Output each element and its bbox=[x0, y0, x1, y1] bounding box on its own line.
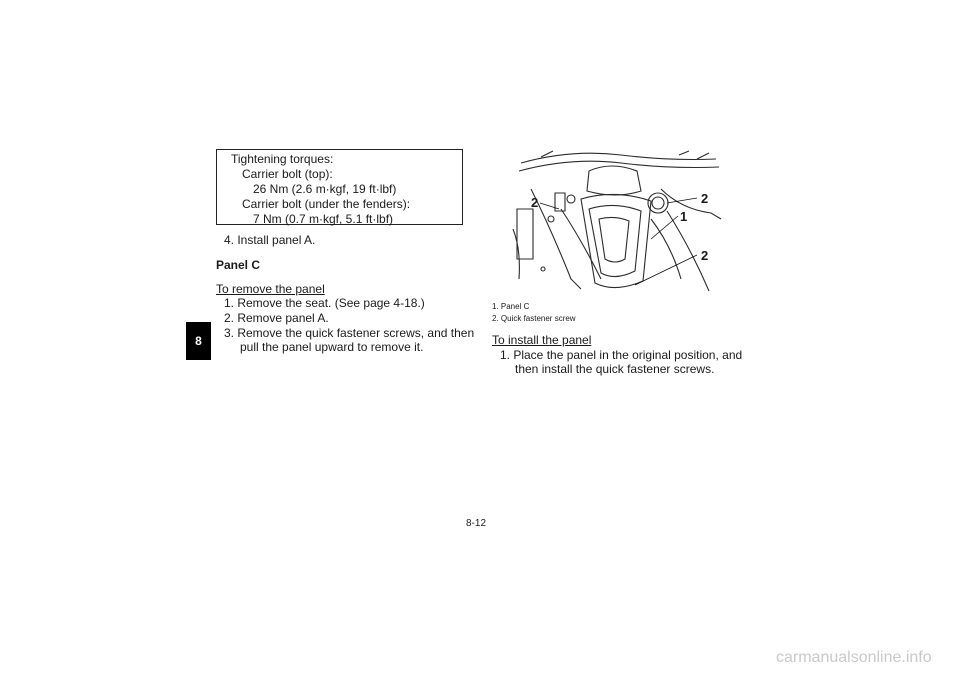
remove-step-continued: pull the panel upward to remove it. bbox=[240, 340, 424, 354]
figure-caption: 1. Panel C bbox=[492, 302, 530, 311]
install-step: 1. Place the panel in the original position, and bbox=[500, 348, 743, 362]
remove-step: 2. Remove panel A. bbox=[224, 311, 329, 325]
remove-step: 1. Remove the seat. (See page 4-18.) bbox=[224, 296, 425, 310]
watermark: carmanualsonline.info bbox=[776, 649, 932, 666]
tightening-torques-box bbox=[216, 149, 463, 225]
install-step-continued: then install the quick fastener screws. bbox=[515, 362, 715, 376]
step-install-panel-a: 4. Install panel A. bbox=[224, 233, 316, 247]
torque-line: Carrier bolt (top): bbox=[242, 167, 333, 181]
torque-line: Carrier bolt (under the fenders): bbox=[242, 197, 411, 211]
figure-caption: 2. Quick fastener screw bbox=[492, 314, 576, 323]
callout-label: 1 bbox=[680, 209, 688, 224]
subheading-remove-panel: To remove the panel bbox=[216, 282, 325, 296]
torque-line: 26 Nm (2.6 m·kgf, 19 ft·lbf) bbox=[253, 182, 397, 196]
atv-handlebar-illustration bbox=[511, 149, 726, 297]
page-number: 8-12 bbox=[466, 518, 487, 529]
panel-c-figure bbox=[511, 149, 726, 297]
callout-label: 2 bbox=[531, 195, 539, 210]
callout-label: 2 bbox=[701, 191, 709, 206]
torque-title: Tightening torques: bbox=[231, 152, 334, 166]
chapter-tab: 8 bbox=[186, 322, 211, 360]
section-heading-panel-c: Panel C bbox=[216, 258, 261, 272]
torque-line: 7 Nm (0.7 m·kgf, 5.1 ft·lbf) bbox=[253, 212, 394, 226]
remove-step: 3. Remove the quick fastener screws, and then bbox=[224, 326, 475, 340]
subheading-install-panel: To install the panel bbox=[492, 333, 592, 347]
callout-label: 2 bbox=[701, 248, 709, 263]
